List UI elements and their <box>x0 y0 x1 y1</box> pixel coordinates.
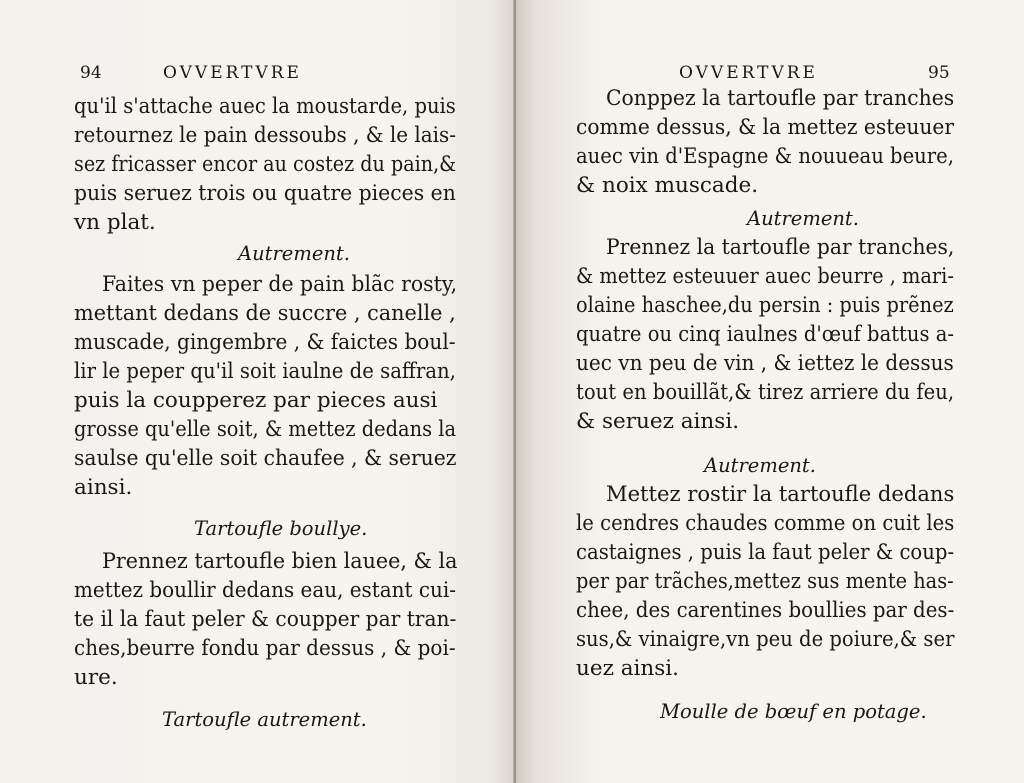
text-line: quatre ou cinq iaulnes d'œuf battus a- <box>576 322 954 347</box>
text-line: ure. <box>74 665 118 690</box>
text-line: castaignes , puis la faut peler & coup- <box>576 540 955 565</box>
text-line: Prennez tartoufle bien lauee, & la <box>102 549 458 574</box>
text-line: ches,beurre fondu par dessus , & poi- <box>74 636 456 661</box>
text-line: ainsi. <box>74 475 133 500</box>
text-line: Mettez rostir la tartoufle dedans <box>606 482 955 507</box>
text-line: Conppez la tartoufle par tranches <box>606 86 955 111</box>
text-line: sez fricasser encor au costez du pain,& <box>74 152 457 177</box>
text-line: mettez boullir dedans eau, estant cui- <box>74 578 456 603</box>
text-line: & noix muscade. <box>576 173 759 198</box>
text-line: te il la faut peler & coupper par tran- <box>74 607 457 632</box>
text-line: lir le peper qu'il soit iaulne de saffran, <box>74 359 456 384</box>
text-line: uez ainsi. <box>576 656 680 681</box>
text-line: le cendres chaudes comme on cuit les <box>576 511 955 536</box>
text-line: grosse qu'elle soit, & mettez dedans la <box>74 417 457 442</box>
text-line: uec vn peu de vin , & iettez le dessus <box>576 351 954 376</box>
page-number: 95 <box>928 63 950 83</box>
text-line: vn plat. <box>74 210 156 235</box>
text-line: & mettez esteuuer auec beurre , mari- <box>576 264 954 289</box>
section-heading: Moulle de bœuf en potage. <box>660 700 927 723</box>
text-line: sus,& vinaigre,vn peu de poiure,& ser <box>576 627 955 652</box>
text-line: auec vin d'Espagne & nouueau beure, <box>576 144 954 169</box>
section-heading: Autrement. <box>747 207 859 230</box>
text-line: qu'il s'attache auec la moustarde, puis <box>74 94 456 119</box>
text-line: puis seruez trois ou quatre pieces en <box>74 181 456 206</box>
text-line: chee, des carentines boullies par des- <box>576 598 955 623</box>
text-line: olaine haschee,du persin : puis prẽnez <box>576 293 954 318</box>
text-line: Faites vn peper de pain blãc rosty, <box>102 272 458 297</box>
section-heading: Tartoufle autrement. <box>162 708 367 731</box>
text-line: muscade, gingembre , & faictes boul- <box>74 330 456 355</box>
section-heading: Autrement. <box>704 454 816 477</box>
text-line: mettant dedans de succre , canelle , <box>74 301 456 326</box>
text-line: Prennez la tartoufle par tranches, <box>606 235 955 260</box>
right-page <box>516 0 1024 783</box>
page-number: 94 <box>80 63 102 83</box>
text-line: retournez le pain dessoubs , & le lais- <box>74 123 456 148</box>
text-line: saulse qu'elle soit chaufee , & seruez <box>74 446 457 471</box>
section-heading: Autrement. <box>238 242 350 265</box>
text-line: per par trãches,mettez sus mente has- <box>576 569 954 594</box>
text-line: tout en bouillãt,& tirez arriere du feu, <box>576 380 955 405</box>
text-line: & seruez ainsi. <box>576 409 740 434</box>
text-line: comme dessus, & la mettez esteuuer <box>576 115 955 140</box>
running-head: OVVERTVRE <box>679 63 818 83</box>
text-line: puis la coupperez par pieces ausi <box>74 388 438 413</box>
running-head: OVVERTVRE <box>163 63 302 83</box>
section-heading: Tartoufle boullye. <box>194 517 368 540</box>
